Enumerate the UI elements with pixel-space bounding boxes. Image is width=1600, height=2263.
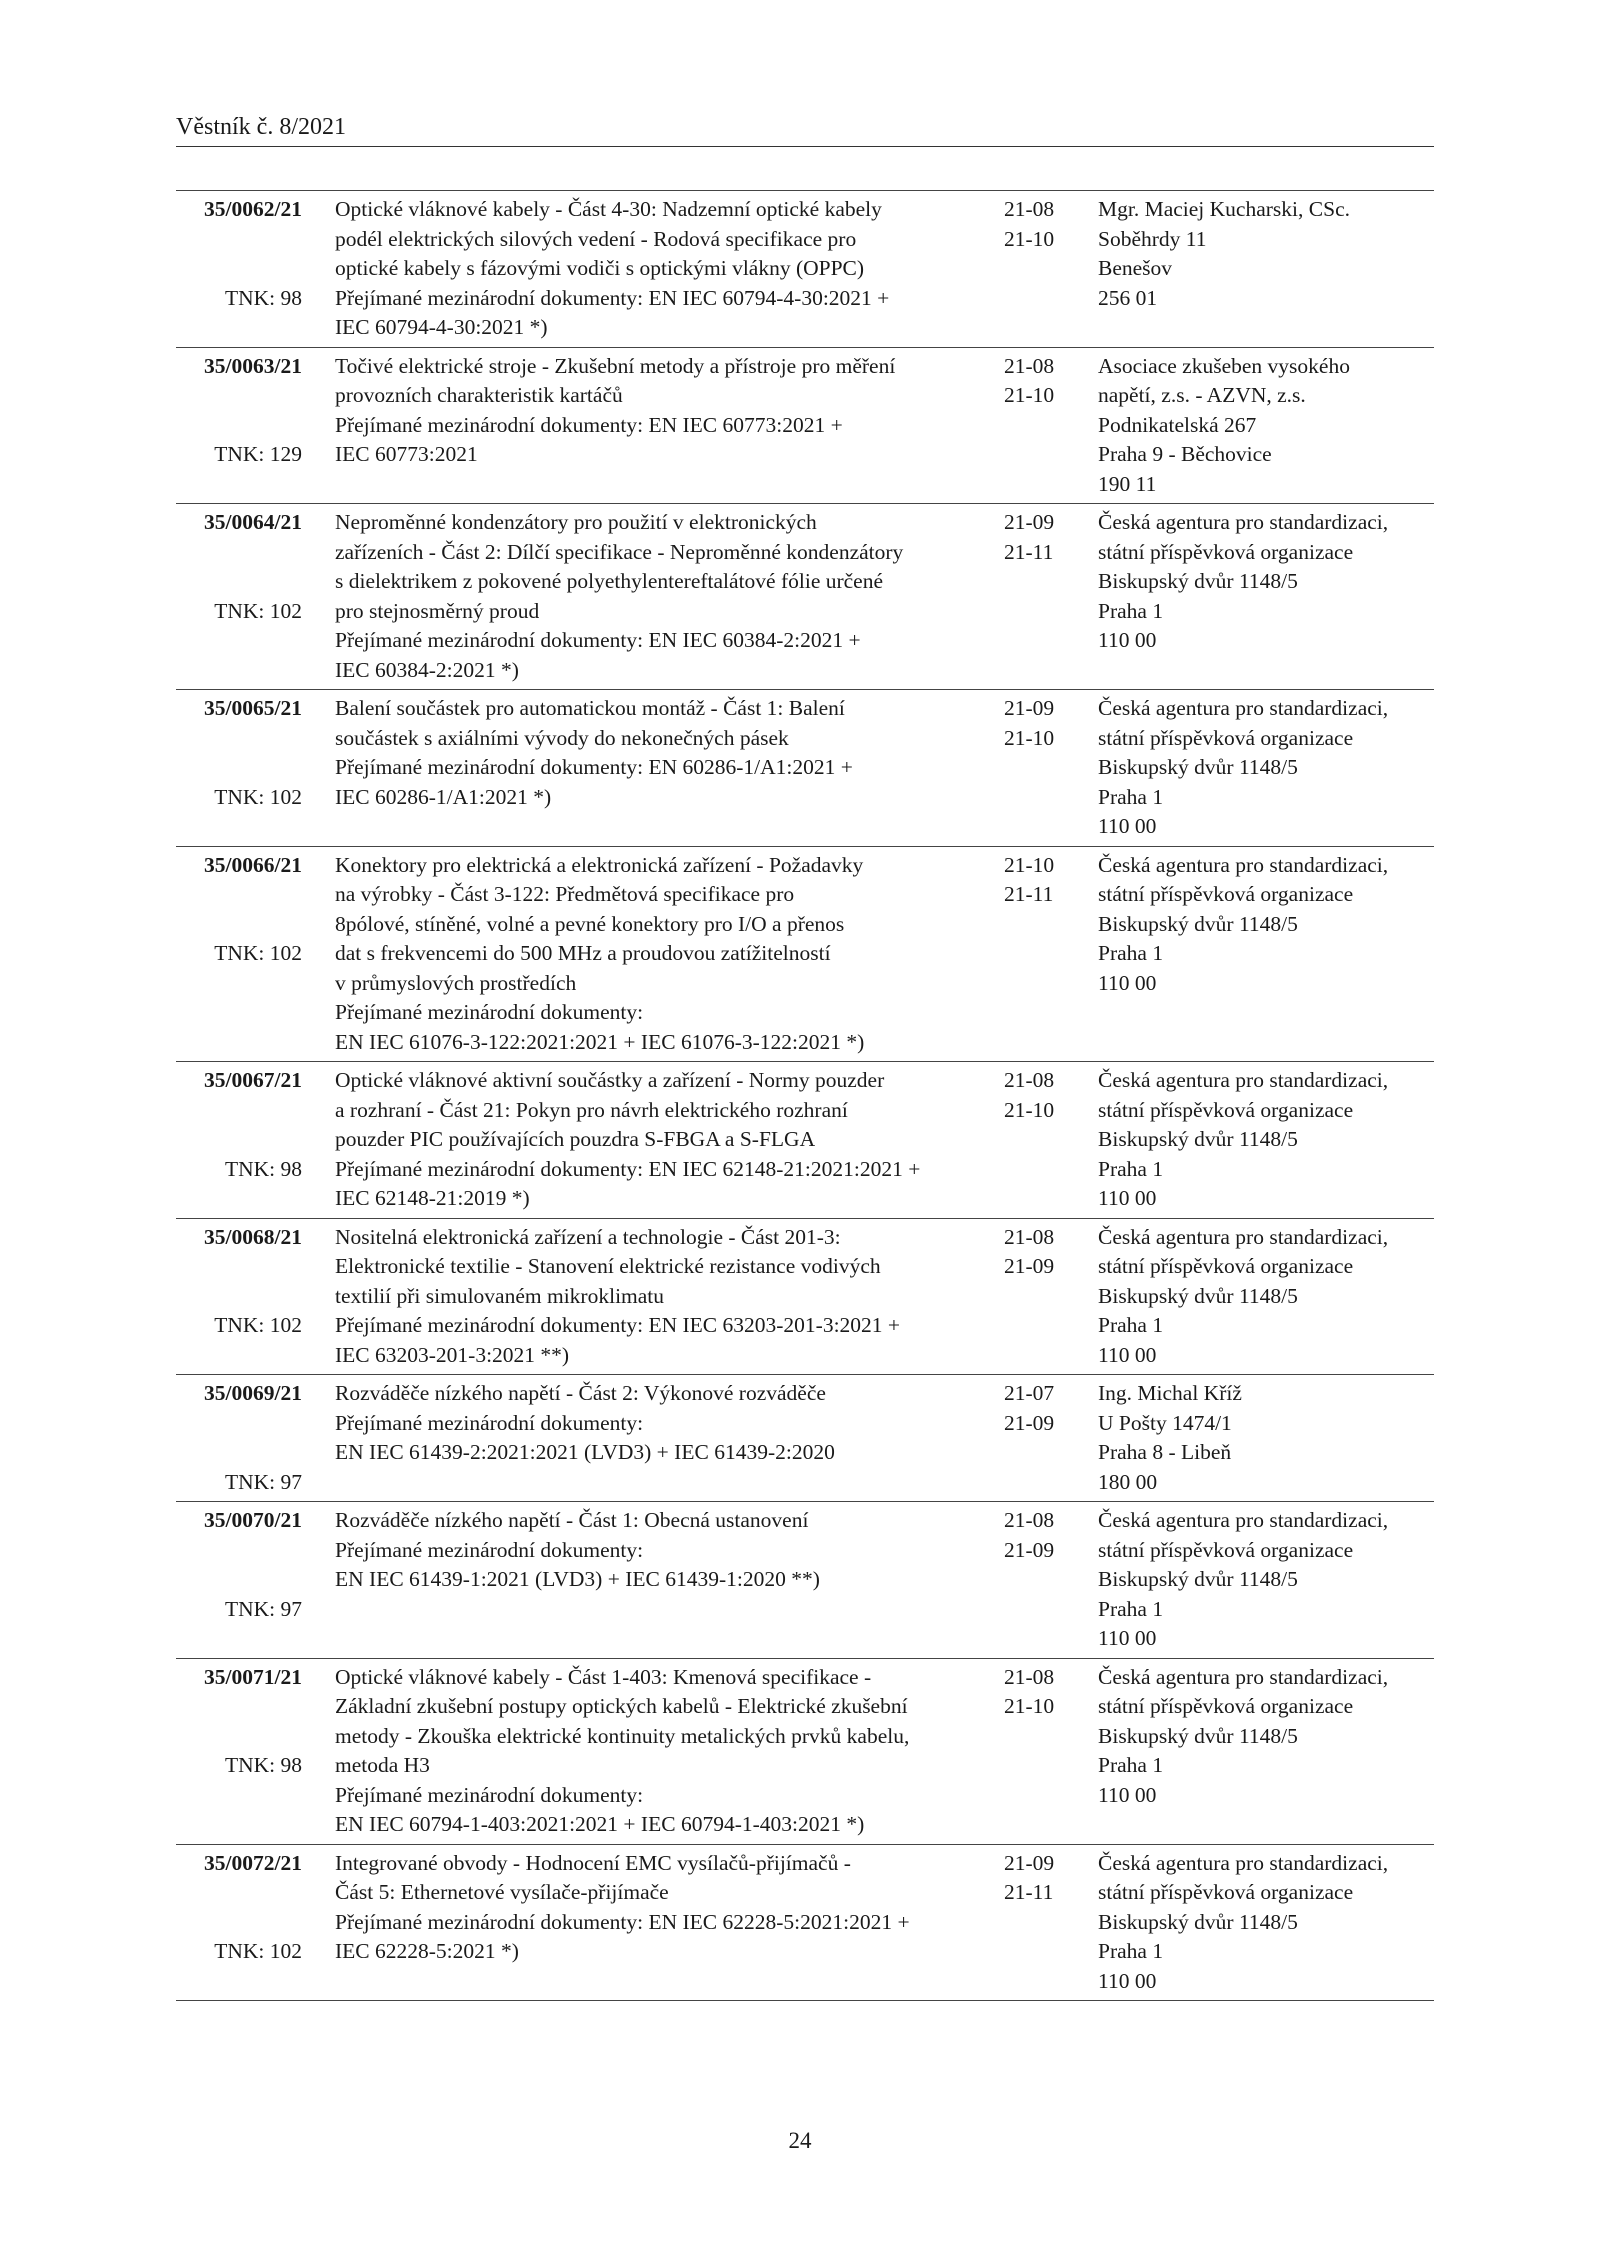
standard-number: 35/0065/21 (204, 696, 302, 720)
tnk-label: TNK: 102 (214, 784, 302, 809)
row-identifier-cell (176, 508, 302, 623)
title-line: Přejímané mezinárodní dokumenty: (335, 1410, 644, 1435)
standard-title-cell (335, 1849, 995, 1967)
address-line: Praha 1 (1098, 941, 1164, 965)
dates-cell (1004, 352, 1074, 411)
table-row (176, 1062, 1434, 1219)
processor-address-cell (1098, 1066, 1434, 1214)
date-value: 21-09 (1004, 1850, 1055, 1875)
processor-address-cell (1098, 195, 1434, 313)
address-line: 110 00 (1098, 814, 1157, 838)
tnk-label: TNK: 102 (214, 598, 302, 623)
row-identifier-cell (176, 694, 302, 809)
title-line: IEC 60794-4-30:2021 *) (335, 315, 548, 339)
address-line: Podnikatelská 267 (1098, 412, 1257, 437)
title-line: metoda H3 (335, 1753, 430, 1777)
address-line: státní příspěvková organizace (1098, 882, 1354, 906)
title-line: Konektory pro elektrická a elektronická zařízení - Požadavky (335, 852, 864, 877)
row-identifier-cell (176, 1506, 302, 1621)
processor-address-cell (1098, 1379, 1434, 1497)
address-line: 110 00 (1098, 1186, 1157, 1210)
address-line: státní příspěvková organizace (1098, 725, 1354, 750)
title-line: metody - Zkouška elektrické kontinuity metalických prvků kabelu, (335, 1723, 910, 1748)
table-row (176, 504, 1434, 690)
processor-address-cell (1098, 1223, 1434, 1371)
table-row (176, 847, 1434, 1063)
table-row (176, 1219, 1434, 1376)
title-line: EN IEC 61439-2:2021:2021 (LVD3) + IEC 61439-2:2020 (335, 1440, 835, 1464)
address-line: 110 00 (1098, 1782, 1157, 1807)
row-identifier-cell (176, 195, 302, 310)
standard-number: 35/0064/21 (204, 510, 302, 534)
title-line: provozních charakteristik kartáčů (335, 383, 623, 407)
table-row (176, 1502, 1434, 1659)
address-line: Praha 1 (1098, 1313, 1164, 1337)
address-line: Biskupský dvůr 1148/5 (1098, 755, 1298, 779)
title-line: dat s frekvencemi do 500 MHz a proudovou zatížitelností (335, 941, 831, 965)
address-line: státní příspěvková organizace (1098, 1694, 1354, 1718)
dates-cell (1004, 508, 1074, 567)
date-value: 21-10 (1004, 226, 1055, 251)
address-line: Česká agentura pro standardizaci, (1098, 510, 1389, 534)
address-line: Praha 1 (1098, 784, 1164, 809)
date-value: 21-10 (1004, 852, 1055, 877)
title-line: na výrobky - Část 3-122: Předmětová specifikace pro (335, 882, 795, 906)
address-line: 256 01 (1098, 285, 1158, 310)
address-line: státní příspěvková organizace (1098, 1097, 1354, 1122)
address-line: 110 00 (1098, 970, 1157, 995)
standard-title-cell (335, 1066, 995, 1214)
dates-cell (1004, 851, 1074, 910)
dates-cell (1004, 1379, 1074, 1438)
address-line: Česká agentura pro standardizaci, (1098, 696, 1389, 720)
standard-title-cell (335, 1379, 995, 1468)
dates-cell (1004, 1663, 1074, 1722)
date-value: 21-10 (1004, 725, 1055, 750)
date-value: 21-09 (1004, 1254, 1055, 1278)
title-line: Optické vláknové kabely - Část 4-30: Nadzemní optické kabely (335, 197, 882, 221)
page-number: 24 (788, 2128, 812, 2153)
address-line: státní příspěvková organizace (1098, 1880, 1354, 1904)
address-line: Česká agentura pro standardizaci, (1098, 1850, 1389, 1875)
standard-title-cell (335, 851, 995, 1058)
address-line: Praha 9 - Běchovice (1098, 442, 1272, 466)
table-row (176, 191, 1434, 348)
date-value: 21-08 (1004, 353, 1055, 378)
title-line: Přejímané mezinárodní dokumenty: EN IEC 62148-21:2021:2021 + (335, 1156, 921, 1181)
standard-title-cell (335, 508, 995, 685)
title-line: Optické vláknové aktivní součástky a zařízení - Normy pouzder (335, 1068, 885, 1092)
address-line: 110 00 (1098, 1342, 1157, 1367)
address-line: Praha 1 (1098, 1939, 1164, 1963)
address-line: státní příspěvková organizace (1098, 1254, 1354, 1278)
row-identifier-cell (176, 1849, 302, 1963)
standard-title-cell (335, 1663, 995, 1840)
standard-title-cell (335, 195, 995, 343)
title-line: Přejímané mezinárodní dokumenty: EN 60286-1/A1:2021 + (335, 755, 853, 779)
date-value: 21-10 (1004, 1097, 1055, 1122)
dates-cell (1004, 1849, 1074, 1908)
title-line: IEC 60286-1/A1:2021 *) (335, 784, 552, 809)
row-identifier-cell (176, 1223, 302, 1337)
table-row (176, 1659, 1434, 1845)
processor-address-cell (1098, 1663, 1434, 1811)
table-row (176, 1845, 1434, 2002)
standard-number: 35/0066/21 (204, 852, 302, 877)
title-line: pouzder PIC používajících pouzdra S-FBGA a S-FLGA (335, 1127, 816, 1151)
standard-title-cell (335, 352, 995, 470)
title-line: Točivé elektrické stroje - Zkušební metody a přístroje pro měření (335, 353, 896, 378)
title-line: Přejímané mezinárodní dokumenty: EN IEC 60773:2021 + (335, 412, 843, 437)
date-value: 21-08 (1004, 1068, 1055, 1092)
row-identifier-cell (176, 1663, 302, 1777)
title-line: Přejímané mezinárodní dokumenty: (335, 1782, 644, 1807)
row-identifier-cell (176, 851, 302, 965)
date-value: 21-11 (1004, 1880, 1054, 1904)
title-line: Neproměnné kondenzátory pro použití v elektronických (335, 510, 817, 534)
title-line: Optické vláknové kabely - Část 1-403: Kmenová specifikace - (335, 1664, 872, 1689)
row-identifier-cell (176, 1066, 302, 1181)
tnk-label: TNK: 102 (214, 1313, 302, 1337)
processor-address-cell (1098, 508, 1434, 656)
tnk-label: TNK: 97 (224, 1596, 302, 1621)
tnk-label: TNK: 97 (224, 1469, 302, 1494)
standard-number: 35/0072/21 (204, 1850, 302, 1875)
address-line: 110 00 (1098, 1626, 1157, 1650)
address-line: Biskupský dvůr 1148/5 (1098, 1283, 1298, 1308)
title-line: součástek s axiálními vývody do nekonečných pásek (335, 725, 789, 750)
standard-number: 35/0068/21 (204, 1224, 302, 1249)
title-line: EN IEC 61439-1:2021 (LVD3) + IEC 61439-1:2020 **) (335, 1567, 820, 1591)
title-line: IEC 60384-2:2021 *) (335, 657, 519, 682)
title-line: textilií při simulovaném mikroklimatu (335, 1283, 665, 1308)
standards-table (176, 190, 1434, 2001)
address-line: Biskupský dvůr 1148/5 (1098, 1567, 1298, 1591)
title-line: Přejímané mezinárodní dokumenty: EN IEC 60794-4-30:2021 + (335, 285, 890, 310)
address-line: Ing. Michal Kříž (1098, 1381, 1242, 1405)
standard-number: 35/0067/21 (204, 1068, 302, 1092)
title-line: IEC 63203-201-3:2021 **) (335, 1342, 570, 1367)
dates-cell (1004, 195, 1074, 254)
processor-address-cell (1098, 694, 1434, 842)
processor-address-cell (1098, 851, 1434, 999)
title-line: Přejímané mezinárodní dokumenty: EN IEC 60384-2:2021 + (335, 628, 861, 652)
dates-cell (1004, 694, 1074, 753)
standard-number: 35/0071/21 (204, 1664, 302, 1689)
dates-cell (1004, 1223, 1074, 1282)
title-line: Přejímané mezinárodní dokumenty: (335, 1537, 644, 1562)
address-line: Praha 1 (1098, 1753, 1164, 1777)
title-line: Základní zkušební postupy optických kabelů - Elektrické zkušební (335, 1694, 908, 1718)
address-line: Praha 1 (1098, 1596, 1164, 1621)
title-line: Integrované obvody - Hodnocení EMC vysílačů-přijímačů - (335, 1850, 851, 1875)
address-line: Česká agentura pro standardizaci, (1098, 1068, 1389, 1092)
address-line: Praha 8 - Libeň (1098, 1440, 1232, 1464)
address-line: Česká agentura pro standardizaci, (1098, 852, 1389, 877)
title-line: EN IEC 60794-1-403:2021:2021 + IEC 60794-1-403:2021 *) (335, 1812, 865, 1836)
address-line: 190 11 (1098, 471, 1157, 496)
date-value: 21-11 (1004, 539, 1054, 564)
date-value: 21-09 (1004, 510, 1055, 534)
address-line: napětí, z.s. - AZVN, z.s. (1098, 383, 1306, 407)
title-line: s dielektrikem z pokovené polyethylentereftalátové fólie určené (335, 569, 884, 593)
title-line: IEC 62228-5:2021 *) (335, 1939, 519, 1963)
title-line: zařízeních - Část 2: Dílčí specifikace - Neproměnné kondenzátory (335, 539, 904, 564)
address-line: Česká agentura pro standardizaci, (1098, 1224, 1389, 1249)
title-line: Balení součástek pro automatickou montáž - Část 1: Balení (335, 696, 845, 720)
address-line: Asociace zkušeben vysokého (1098, 353, 1350, 378)
title-line: 8pólové, stíněné, volné a pevné konektory pro I/O a přenos (335, 911, 845, 936)
address-line: státní příspěvková organizace (1098, 1537, 1354, 1562)
address-line: Benešov (1098, 256, 1173, 280)
standard-number: 35/0062/21 (204, 197, 302, 221)
title-line: Rozváděče nízkého napětí - Část 2: Výkonové rozváděče (335, 1381, 826, 1405)
title-line: IEC 62148-21:2019 *) (335, 1186, 530, 1210)
title-line: IEC 60773:2021 (335, 442, 478, 466)
address-line: Biskupský dvůr 1148/5 (1098, 1909, 1298, 1934)
date-value: 21-09 (1004, 696, 1055, 720)
table-row (176, 690, 1434, 847)
tnk-label: TNK: 102 (214, 1939, 302, 1963)
address-line: Biskupský dvůr 1148/5 (1098, 569, 1298, 593)
address-line: Česká agentura pro standardizaci, (1098, 1664, 1389, 1689)
title-line: Přejímané mezinárodní dokumenty: EN IEC 63203-201-3:2021 + (335, 1313, 901, 1337)
address-line: Biskupský dvůr 1148/5 (1098, 1127, 1298, 1151)
date-value: 21-08 (1004, 1508, 1055, 1532)
title-line: Elektronické textilie - Stanovení elektrické rezistance vodivých (335, 1254, 881, 1278)
title-line: optické kabely s fázovými vodiči s optickými vlákny (OPPC) (335, 256, 865, 280)
address-line: 180 00 (1098, 1469, 1158, 1494)
address-line: Biskupský dvůr 1148/5 (1098, 1723, 1298, 1748)
address-line: Česká agentura pro standardizaci, (1098, 1508, 1389, 1532)
title-line: pro stejnosměrný proud (335, 598, 540, 623)
title-line: v průmyslových prostředích (335, 970, 577, 995)
standard-number: 35/0070/21 (204, 1508, 302, 1532)
title-line: EN IEC 61076-3-122:2021:2021 + IEC 61076-3-122:2021 *) (335, 1029, 865, 1054)
date-value: 21-09 (1004, 1537, 1055, 1562)
address-line: 110 00 (1098, 1968, 1157, 1993)
title-line: Rozváděče nízkého napětí - Část 1: Obecná ustanovení (335, 1508, 809, 1532)
dates-cell (1004, 1506, 1074, 1565)
page-header (176, 112, 1434, 147)
date-value: 21-09 (1004, 1410, 1055, 1435)
processor-address-cell (1098, 1506, 1434, 1654)
tnk-label: TNK: 98 (224, 285, 302, 310)
table-row (176, 1375, 1434, 1502)
tnk-label: TNK: 102 (214, 941, 302, 965)
standard-number: 35/0063/21 (204, 353, 302, 378)
date-value: 21-08 (1004, 197, 1055, 221)
date-value: 21-08 (1004, 1664, 1055, 1689)
title-line: Část 5: Ethernetové vysílače-přijímače (335, 1880, 669, 1904)
row-identifier-cell (176, 1379, 302, 1494)
title-line: Nositelná elektronická zařízení a technologie - Část 201-3: (335, 1224, 841, 1249)
address-line: 110 00 (1098, 628, 1157, 652)
date-value: 21-07 (1004, 1381, 1055, 1405)
standard-number: 35/0069/21 (204, 1381, 302, 1405)
standard-title-cell (335, 1506, 995, 1595)
processor-address-cell (1098, 352, 1434, 500)
dates-cell (1004, 1066, 1074, 1125)
row-identifier-cell (176, 352, 302, 466)
date-value: 21-11 (1004, 882, 1054, 906)
title-line: Přejímané mezinárodní dokumenty: (335, 1000, 644, 1024)
standard-title-cell (335, 694, 995, 812)
journal-title: Věstník č. 8/2021 (176, 114, 346, 140)
address-line: Mgr. Maciej Kucharski, CSc. (1098, 197, 1350, 221)
address-line: státní příspěvková organizace (1098, 539, 1354, 564)
title-line: a rozhraní - Část 21: Pokyn pro návrh elektrického rozhraní (335, 1097, 848, 1122)
address-line: U Pošty 1474/1 (1098, 1410, 1232, 1435)
tnk-label: TNK: 129 (214, 442, 302, 466)
address-line: Soběhrdy 11 (1098, 226, 1207, 251)
table-row (176, 348, 1434, 505)
date-value: 21-10 (1004, 1694, 1055, 1718)
tnk-label: TNK: 98 (224, 1156, 302, 1181)
address-line: Praha 1 (1098, 1156, 1164, 1181)
tnk-label: TNK: 98 (224, 1753, 302, 1777)
standard-title-cell (335, 1223, 995, 1371)
title-line: Přejímané mezinárodní dokumenty: EN IEC 62228-5:2021:2021 + (335, 1909, 910, 1934)
date-value: 21-10 (1004, 383, 1055, 407)
address-line: Biskupský dvůr 1148/5 (1098, 911, 1298, 936)
processor-address-cell (1098, 1849, 1434, 1997)
date-value: 21-08 (1004, 1224, 1055, 1249)
title-line: podél elektrických silových vedení - Rodová specifikace pro (335, 226, 857, 251)
address-line: Praha 1 (1098, 598, 1164, 623)
